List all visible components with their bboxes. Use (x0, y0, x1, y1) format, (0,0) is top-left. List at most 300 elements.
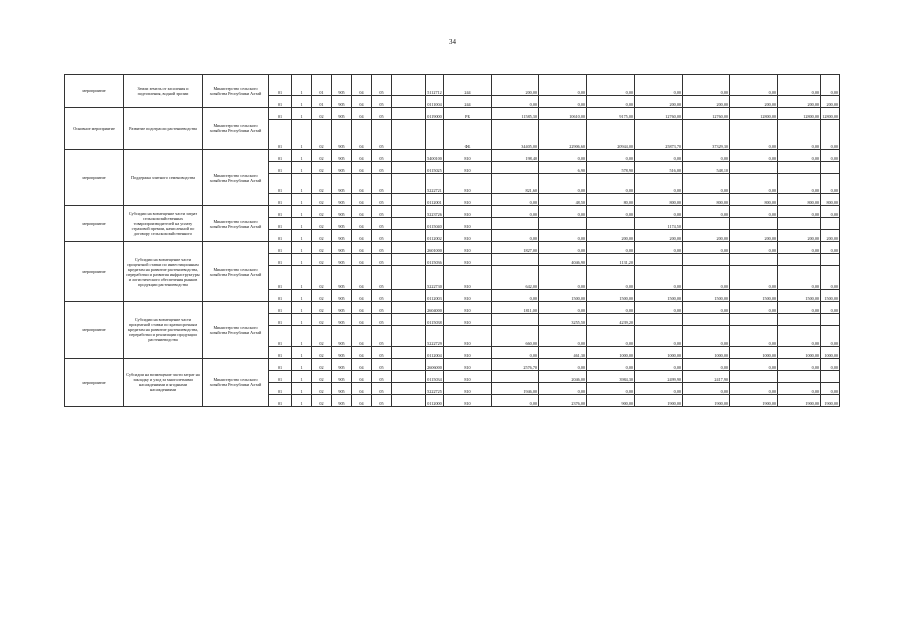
value-cell: 0,00 (635, 173, 683, 194)
value-cell: 0,00 (587, 358, 635, 370)
table-row (65, 107, 840, 119)
value-cell: 0,00 (539, 149, 587, 161)
value-cell: 12800,00 (821, 107, 840, 119)
value-cell: 0,00 (587, 75, 635, 96)
code-cell: 810 (444, 230, 492, 242)
code-cell: 04 (352, 194, 372, 206)
code-cell: 244 (444, 75, 492, 96)
value-cell: 198,40 (492, 149, 539, 161)
value-cell (539, 218, 587, 230)
code-cell: 905 (332, 314, 352, 326)
code-cell: 04 (352, 358, 372, 370)
value-cell: 0,00 (492, 230, 539, 242)
value-cell: 200,00 (683, 95, 730, 107)
code-cell: 0112004 (426, 346, 444, 358)
value-cell: 12760,00 (683, 107, 730, 119)
value-cell: 660,00 (492, 326, 539, 347)
value-cell: 0,00 (635, 75, 683, 96)
code-cell: 04 (352, 290, 372, 302)
value-cell: 0,00 (492, 346, 539, 358)
value-cell: 1900,00 (821, 394, 840, 406)
code-cell: 04 (352, 119, 372, 149)
code-cell: 05 (372, 173, 392, 194)
code-cell: 5222730 (426, 266, 444, 290)
code-cell: 810 (444, 370, 492, 382)
code-cell: 810 (444, 394, 492, 406)
code-cell: 05 (372, 218, 392, 230)
code-cell: 905 (332, 218, 352, 230)
code-cell: РБ (444, 107, 492, 119)
value-cell (821, 218, 840, 230)
value-cell: 0,00 (730, 326, 778, 347)
spacer-cell (392, 254, 426, 266)
code-cell: 02 (312, 107, 332, 119)
code-cell: 05 (372, 107, 392, 119)
code-cell: 04 (352, 242, 372, 254)
code-cell: 01 (269, 290, 292, 302)
value-cell (492, 314, 539, 326)
value-cell: 0,00 (587, 95, 635, 107)
value-cell (778, 161, 821, 173)
value-cell: 80,00 (587, 194, 635, 206)
value-cell: 25873,70 (635, 119, 683, 149)
code-cell: 01 (269, 230, 292, 242)
value-cell (821, 314, 840, 326)
code-cell: 0112000 (426, 394, 444, 406)
value-cell: 0,00 (635, 149, 683, 161)
value-cell: 0,00 (821, 326, 840, 347)
code-cell: 05 (372, 206, 392, 218)
value-cell: 0,00 (635, 302, 683, 314)
value-cell: 800,00 (635, 194, 683, 206)
code-cell: 01 (269, 358, 292, 370)
value-cell: 20944,00 (587, 119, 635, 149)
value-cell: 12800,00 (778, 107, 821, 119)
value-cell: 2046,00 (539, 370, 587, 382)
value-cell: 0,00 (821, 75, 840, 96)
code-cell: 01 (269, 266, 292, 290)
code-cell: 01 (269, 242, 292, 254)
code-cell: 01 (269, 218, 292, 230)
value-cell: 1000,00 (730, 346, 778, 358)
value-cell: 0,00 (821, 358, 840, 370)
value-cell: 0,00 (587, 302, 635, 314)
code-cell: 810 (444, 242, 492, 254)
code-cell: 04 (352, 346, 372, 358)
code-cell: 0115040 (426, 218, 444, 230)
value-cell: 34405,00 (492, 119, 539, 149)
value-cell: 0,00 (683, 266, 730, 290)
code-cell: 5400100 (426, 149, 444, 161)
code-cell: 01 (269, 302, 292, 314)
value-cell: 800,00 (821, 194, 840, 206)
value-cell: 200,00 (778, 230, 821, 242)
spacer-cell (392, 266, 426, 290)
code-cell: 1 (292, 218, 312, 230)
code-cell: 1 (292, 149, 312, 161)
code-cell: 04 (352, 206, 372, 218)
code-cell: 905 (332, 394, 352, 406)
value-cell: 1900,00 (635, 394, 683, 406)
spacer-cell (392, 290, 426, 302)
value-cell: 4239,20 (587, 314, 635, 326)
code-cell: 1 (292, 119, 312, 149)
spacer-cell (392, 206, 426, 218)
value-cell: 0,00 (539, 326, 587, 347)
code-cell: 905 (332, 358, 352, 370)
code-cell: 1 (292, 161, 312, 173)
code-cell: 1 (292, 173, 312, 194)
code-cell: 02 (312, 161, 332, 173)
code-cell: 05 (372, 230, 392, 242)
code-cell: 905 (332, 206, 352, 218)
code-cell: 905 (332, 326, 352, 347)
value-cell: 0,00 (683, 302, 730, 314)
value-cell: 0,00 (539, 75, 587, 96)
code-cell: 01 (312, 95, 332, 107)
code-cell: 0115034 (426, 370, 444, 382)
spacer-cell (392, 218, 426, 230)
code-cell: 0112001 (426, 194, 444, 206)
spacer-cell (392, 107, 426, 119)
code-cell: 1 (292, 254, 312, 266)
value-cell: 0,00 (587, 326, 635, 347)
value-cell: 0,00 (539, 242, 587, 254)
value-cell: 0,00 (730, 206, 778, 218)
value-cell: 0,00 (730, 242, 778, 254)
code-cell: 01 (269, 382, 292, 394)
value-cell: 2417,90 (683, 370, 730, 382)
value-cell (821, 254, 840, 266)
value-cell: 0,00 (730, 358, 778, 370)
code-cell: 02 (312, 242, 332, 254)
code-cell: 810 (444, 302, 492, 314)
code-cell: 905 (332, 95, 352, 107)
value-cell (635, 314, 683, 326)
code-cell: 05 (372, 358, 392, 370)
value-cell: 0,00 (635, 382, 683, 394)
code-cell: 1 (292, 230, 312, 242)
value-cell: 2376,00 (539, 394, 587, 406)
value-cell: 0,00 (778, 326, 821, 347)
code-cell: 905 (332, 254, 352, 266)
code-cell: 04 (352, 173, 372, 194)
code-cell: 2601000 (426, 242, 444, 254)
spacer-cell (392, 242, 426, 254)
value-cell: 0,00 (778, 358, 821, 370)
code-cell: 05 (372, 394, 392, 406)
code-cell: 810 (444, 314, 492, 326)
value-cell: 0,00 (821, 302, 840, 314)
row-status: Основное мероприятие (65, 107, 124, 149)
code-cell: 905 (332, 119, 352, 149)
code-cell: 05 (372, 382, 392, 394)
code-cell: 04 (352, 95, 372, 107)
code-cell: 05 (372, 314, 392, 326)
code-cell: 02 (312, 326, 332, 347)
code-cell: 02 (312, 266, 332, 290)
code-cell: 04 (352, 161, 372, 173)
table-row (65, 242, 840, 254)
code-cell: 1 (292, 107, 312, 119)
value-cell: 0,00 (539, 230, 587, 242)
code-cell: 2606000 (426, 358, 444, 370)
value-cell: 578,90 (587, 161, 635, 173)
code-cell: 02 (312, 382, 332, 394)
value-cell: 821,60 (492, 173, 539, 194)
value-cell: 0,00 (635, 358, 683, 370)
value-cell (730, 254, 778, 266)
code-cell: 05 (372, 75, 392, 96)
code-cell: 04 (352, 266, 372, 290)
code-cell: 02 (312, 346, 332, 358)
value-cell: 0,00 (778, 266, 821, 290)
code-cell: 02 (312, 302, 332, 314)
value-cell: 548,10 (683, 161, 730, 173)
value-cell: 12760,00 (635, 107, 683, 119)
value-cell: 0,00 (587, 173, 635, 194)
code-cell: 1 (292, 314, 312, 326)
code-cell: 810 (444, 254, 492, 266)
value-cell: 0,00 (492, 290, 539, 302)
value-cell (778, 314, 821, 326)
row-title: Земли земель от засоления и подтопления, водной эрозии (124, 75, 203, 108)
code-cell: 05 (372, 302, 392, 314)
code-cell: 05 (372, 242, 392, 254)
value-cell (778, 218, 821, 230)
code-cell: 01 (269, 107, 292, 119)
code-cell: 04 (352, 382, 372, 394)
spacer-cell (392, 358, 426, 370)
code-cell: 1 (292, 302, 312, 314)
code-cell: 1 (292, 266, 312, 290)
spacer-cell (392, 173, 426, 194)
value-cell: 1900,00 (730, 394, 778, 406)
code-cell: 05 (372, 149, 392, 161)
value-cell: 200,00 (730, 95, 778, 107)
value-cell: 1500,00 (635, 290, 683, 302)
value-cell: 1000,00 (635, 346, 683, 358)
value-cell: 0,00 (587, 149, 635, 161)
code-cell: 02 (312, 394, 332, 406)
value-cell: 2499,90 (635, 370, 683, 382)
code-cell: 05 (372, 346, 392, 358)
value-cell: 516,00 (635, 161, 683, 173)
value-cell: 1946,00 (492, 382, 539, 394)
row-title: Субсидии на возмещение части затрат сельскохозяйственных товаропроизводителей на уплату страховой премии, начисленной по договору сельскохозяйственного (124, 206, 203, 242)
code-cell: 905 (332, 302, 352, 314)
row-status: мероприятие (65, 242, 124, 302)
table-row (65, 149, 840, 161)
code-cell: 1 (292, 95, 312, 107)
value-cell: 0,00 (778, 206, 821, 218)
code-cell: 5223726 (426, 206, 444, 218)
spacer-cell (392, 149, 426, 161)
code-cell: 0115038 (426, 314, 444, 326)
code-cell: 04 (352, 107, 372, 119)
row-ministry: Министерство сельского хозяйства Республики Алтай (203, 75, 269, 108)
row-status: мероприятие (65, 358, 124, 406)
spacer-cell (392, 161, 426, 173)
value-cell: 0,00 (730, 382, 778, 394)
value-cell: 800,00 (730, 194, 778, 206)
value-cell: 3984,30 (587, 370, 635, 382)
value-cell (492, 161, 539, 173)
code-cell: 905 (332, 382, 352, 394)
code-cell: 02 (312, 194, 332, 206)
code-cell: 810 (444, 346, 492, 358)
value-cell: 0,00 (821, 242, 840, 254)
value-cell: 0,00 (587, 266, 635, 290)
code-cell: 1 (292, 242, 312, 254)
value-cell: 4046,90 (539, 254, 587, 266)
code-cell: 1 (292, 394, 312, 406)
code-cell: 905 (332, 230, 352, 242)
value-cell: 0,00 (539, 206, 587, 218)
code-cell: 5222729 (426, 326, 444, 347)
value-cell: 0,00 (730, 75, 778, 96)
code-cell: 2604000 (426, 302, 444, 314)
code-cell (426, 119, 444, 149)
spacer-cell (392, 326, 426, 347)
code-cell: 1 (292, 75, 312, 96)
code-cell: 1 (292, 382, 312, 394)
value-cell: 200,00 (587, 230, 635, 242)
spacer-cell (392, 346, 426, 358)
value-cell: 0,00 (587, 242, 635, 254)
value-cell: 1131,20 (587, 254, 635, 266)
code-cell: 905 (332, 242, 352, 254)
code-cell: 01 (269, 326, 292, 347)
code-cell: 5222725 (426, 382, 444, 394)
code-cell: 04 (352, 314, 372, 326)
code-cell: 810 (444, 194, 492, 206)
value-cell (587, 218, 635, 230)
value-cell: 1000,00 (821, 346, 840, 358)
value-cell: 0,00 (821, 119, 840, 149)
code-cell: 02 (312, 173, 332, 194)
code-cell: 01 (269, 173, 292, 194)
code-cell: 810 (444, 326, 492, 347)
code-cell: 1 (292, 326, 312, 347)
code-cell: 02 (312, 290, 332, 302)
value-cell: 10610,00 (539, 107, 587, 119)
value-cell: 48,50 (539, 194, 587, 206)
code-cell: 905 (332, 290, 352, 302)
code-cell: 05 (372, 161, 392, 173)
row-title: Развитие подотрасли растениеводства (124, 107, 203, 149)
row-ministry: Министерство сельского хозяйства Республики Алтай (203, 206, 269, 242)
code-cell: 0112002 (426, 230, 444, 242)
value-cell: 0,00 (730, 149, 778, 161)
value-cell: 0,00 (492, 95, 539, 107)
value-cell (730, 218, 778, 230)
code-cell: 05 (372, 95, 392, 107)
value-cell: 200,00 (778, 95, 821, 107)
code-cell: 04 (352, 394, 372, 406)
value-cell: 0,00 (683, 149, 730, 161)
value-cell: 200,00 (730, 230, 778, 242)
code-cell: 02 (312, 230, 332, 242)
code-cell: 810 (444, 161, 492, 173)
spacer-cell (392, 314, 426, 326)
row-title: Субсидии на возмещение части процентной ставки по инвестиционным кредитам на развитие растениеводства, переработки и развития инфраструктуры и логистического обеспечения рынков продукции растениеводства (124, 242, 203, 302)
value-cell: 0,00 (683, 75, 730, 96)
code-cell: 05 (372, 194, 392, 206)
value-cell: 0,00 (778, 119, 821, 149)
code-cell: 05 (372, 290, 392, 302)
value-cell (683, 254, 730, 266)
value-cell: 800,00 (778, 194, 821, 206)
value-cell (821, 161, 840, 173)
budget-table (64, 74, 840, 407)
row-title: Субсидии на возмещение части затрат на закладку и уход за многолетними насаждениями и ягодными насаждениями (124, 358, 203, 406)
code-cell: 04 (352, 326, 372, 347)
value-cell: 200,00 (821, 95, 840, 107)
value-cell: 0,00 (539, 266, 587, 290)
value-cell: 0,00 (635, 242, 683, 254)
value-cell: 200,00 (635, 230, 683, 242)
value-cell: 0,00 (683, 242, 730, 254)
code-cell: 0115036 (426, 254, 444, 266)
code-cell: 01 (269, 149, 292, 161)
value-cell: 0,00 (730, 173, 778, 194)
value-cell: 0,00 (821, 382, 840, 394)
code-cell: 0115025 (426, 161, 444, 173)
code-cell: ФБ (444, 119, 492, 149)
code-cell: 02 (312, 358, 332, 370)
code-cell: 244 (444, 95, 492, 107)
value-cell: 0,00 (539, 358, 587, 370)
row-ministry: Министерство сельского хозяйства Республики Алтай (203, 302, 269, 359)
value-cell: 0,00 (821, 149, 840, 161)
row-ministry: Министерство сельского хозяйства Республики Алтай (203, 149, 269, 206)
spacer-cell (392, 382, 426, 394)
code-cell: 04 (352, 218, 372, 230)
value-cell: 9175,00 (587, 107, 635, 119)
code-cell: 810 (444, 206, 492, 218)
code-cell: 1 (292, 346, 312, 358)
code-cell: 0112003 (426, 290, 444, 302)
code-cell: 810 (444, 290, 492, 302)
code-cell: 1 (292, 370, 312, 382)
code-cell: 905 (332, 173, 352, 194)
code-cell: 810 (444, 149, 492, 161)
value-cell: 0,00 (778, 242, 821, 254)
value-cell: 0,00 (778, 173, 821, 194)
code-cell: 01 (269, 370, 292, 382)
code-cell: 810 (444, 218, 492, 230)
row-status: мероприятие (65, 149, 124, 206)
code-cell: 01 (269, 95, 292, 107)
code-cell: 810 (444, 358, 492, 370)
value-cell: 0,00 (635, 266, 683, 290)
value-cell: 0,00 (539, 382, 587, 394)
code-cell: 02 (312, 149, 332, 161)
code-cell: 01 (269, 119, 292, 149)
value-cell (683, 314, 730, 326)
code-cell: 905 (332, 107, 352, 119)
code-cell: 810 (444, 173, 492, 194)
code-cell: 04 (352, 302, 372, 314)
value-cell (635, 254, 683, 266)
table-row (65, 302, 840, 314)
value-cell: 800,00 (683, 194, 730, 206)
code-cell: 05 (372, 370, 392, 382)
code-cell: 905 (332, 194, 352, 206)
value-cell (778, 254, 821, 266)
value-cell: 1500,00 (778, 290, 821, 302)
